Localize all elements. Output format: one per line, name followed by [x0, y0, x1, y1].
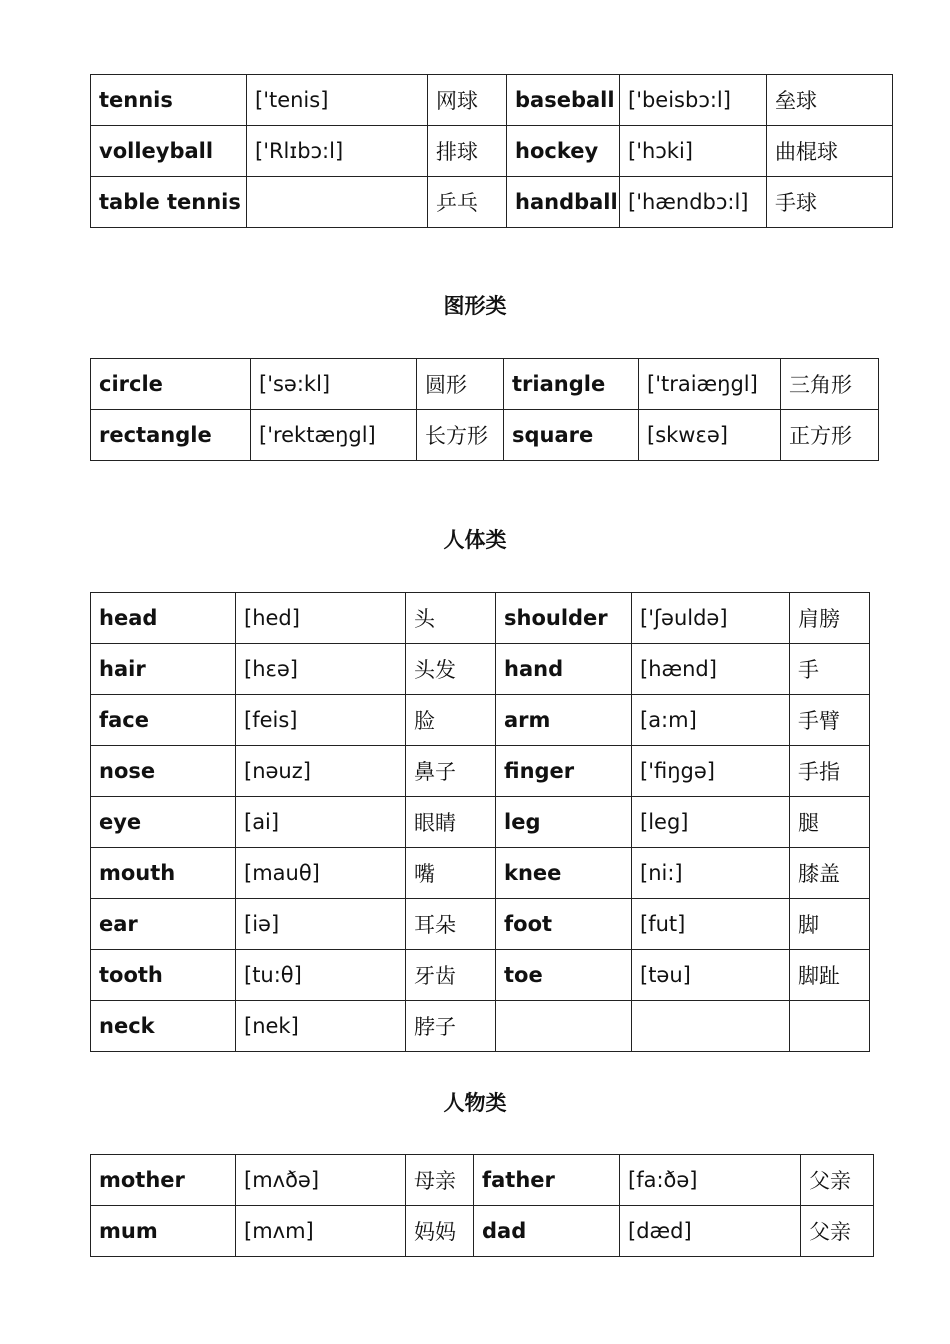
word-cell: hockey — [507, 126, 620, 177]
word-cell: eye — [91, 797, 236, 848]
chinese-cell: 父亲 — [801, 1155, 874, 1206]
phonetic-cell: [mʌðə] — [236, 1155, 406, 1206]
section-heading-body: 人体类 — [443, 528, 507, 552]
word-cell: tennis — [91, 75, 247, 126]
word-cell: mother — [91, 1155, 236, 1206]
phonetic-cell: [hεə] — [236, 644, 406, 695]
chinese-cell: 脚趾 — [790, 950, 870, 1001]
word-cell — [496, 1001, 632, 1052]
table-row — [91, 177, 893, 228]
chinese-cell: 网球 — [428, 75, 507, 126]
chinese-cell: 头发 — [406, 644, 496, 695]
chinese-cell: 头 — [406, 593, 496, 644]
word-cell: hair — [91, 644, 236, 695]
chinese-cell: 腿 — [790, 797, 870, 848]
phonetic-cell: ['beisbɔ:l] — [620, 75, 767, 126]
body-table — [90, 592, 870, 1052]
word-cell: square — [504, 410, 639, 461]
chinese-cell: 母亲 — [406, 1155, 474, 1206]
phonetic-cell: [nek] — [236, 1001, 406, 1052]
chinese-cell: 手指 — [790, 746, 870, 797]
phonetic-cell: [feis] — [236, 695, 406, 746]
chinese-cell: 脚 — [790, 899, 870, 950]
word-cell: mum — [91, 1206, 236, 1257]
phonetic-cell: [mʌm] — [236, 1206, 406, 1257]
word-cell: hand — [496, 644, 632, 695]
table-row — [91, 593, 870, 644]
table-row — [91, 410, 879, 461]
word-cell: volleyball — [91, 126, 247, 177]
word-cell: head — [91, 593, 236, 644]
phonetic-cell — [632, 1001, 790, 1052]
chinese-cell: 垒球 — [767, 75, 893, 126]
table-row — [91, 126, 893, 177]
table-row — [91, 359, 879, 410]
chinese-cell: 耳朵 — [406, 899, 496, 950]
phonetic-cell: ['tenis] — [247, 75, 428, 126]
phonetic-cell: [hænd] — [632, 644, 790, 695]
phonetic-cell: [ni:] — [632, 848, 790, 899]
sports-table — [90, 74, 893, 228]
phonetic-cell: [leg] — [632, 797, 790, 848]
phonetic-cell: [nəuz] — [236, 746, 406, 797]
word-cell: finger — [496, 746, 632, 797]
phonetic-cell: ['hændbɔ:l] — [620, 177, 767, 228]
chinese-cell: 三角形 — [781, 359, 879, 410]
chinese-cell: 正方形 — [781, 410, 879, 461]
chinese-cell: 排球 — [428, 126, 507, 177]
word-cell: table tennis — [91, 177, 247, 228]
word-cell: nose — [91, 746, 236, 797]
chinese-cell: 圆形 — [417, 359, 504, 410]
word-cell: father — [474, 1155, 620, 1206]
chinese-cell: 手球 — [767, 177, 893, 228]
section-heading-people: 人物类 — [443, 1091, 507, 1115]
table-row — [91, 695, 870, 746]
phonetic-cell: ['ʃəuldə] — [632, 593, 790, 644]
word-cell: ear — [91, 899, 236, 950]
word-cell: toe — [496, 950, 632, 1001]
word-cell: neck — [91, 1001, 236, 1052]
phonetic-cell: ['Rlɪbɔ:l] — [247, 126, 428, 177]
phonetic-cell: [dæd] — [620, 1206, 801, 1257]
table-row — [91, 950, 870, 1001]
people-table — [90, 1154, 874, 1257]
word-cell: mouth — [91, 848, 236, 899]
word-cell: knee — [496, 848, 632, 899]
chinese-cell: 牙齿 — [406, 950, 496, 1001]
table-row — [91, 1001, 870, 1052]
table-row — [91, 797, 870, 848]
chinese-cell: 妈妈 — [406, 1206, 474, 1257]
word-cell: face — [91, 695, 236, 746]
chinese-cell: 肩膀 — [790, 593, 870, 644]
phonetic-cell: [skwεə] — [639, 410, 781, 461]
chinese-cell: 曲棍球 — [767, 126, 893, 177]
chinese-cell: 脖子 — [406, 1001, 496, 1052]
table-row — [91, 75, 893, 126]
word-cell: arm — [496, 695, 632, 746]
word-cell: baseball — [507, 75, 620, 126]
phonetic-cell: [tu:θ] — [236, 950, 406, 1001]
shapes-table — [90, 358, 879, 461]
chinese-cell: 手臂 — [790, 695, 870, 746]
word-cell: tooth — [91, 950, 236, 1001]
word-cell: dad — [474, 1206, 620, 1257]
phonetic-cell: [a:m] — [632, 695, 790, 746]
phonetic-cell: [fa:ðə] — [620, 1155, 801, 1206]
phonetic-cell: [iə] — [236, 899, 406, 950]
chinese-cell: 手 — [790, 644, 870, 695]
chinese-cell: 乒乓 — [428, 177, 507, 228]
table-row — [91, 1155, 874, 1206]
word-cell: leg — [496, 797, 632, 848]
phonetic-cell: ['hɔki] — [620, 126, 767, 177]
word-cell: handball — [507, 177, 620, 228]
phonetic-cell: ['traiæŋgl] — [639, 359, 781, 410]
phonetic-cell: [mauθ] — [236, 848, 406, 899]
chinese-cell — [790, 1001, 870, 1052]
chinese-cell: 膝盖 — [790, 848, 870, 899]
word-cell: rectangle — [91, 410, 251, 461]
word-cell: shoulder — [496, 593, 632, 644]
chinese-cell: 长方形 — [417, 410, 504, 461]
table-row — [91, 848, 870, 899]
phonetic-cell: ['fiŋgə] — [632, 746, 790, 797]
phonetic-cell: [fut] — [632, 899, 790, 950]
table-row — [91, 644, 870, 695]
chinese-cell: 嘴 — [406, 848, 496, 899]
chinese-cell: 脸 — [406, 695, 496, 746]
word-cell: circle — [91, 359, 251, 410]
chinese-cell: 鼻子 — [406, 746, 496, 797]
word-cell: foot — [496, 899, 632, 950]
phonetic-cell — [247, 177, 428, 228]
phonetic-cell: [ai] — [236, 797, 406, 848]
section-heading-shapes: 图形类 — [443, 294, 507, 318]
table-row — [91, 1206, 874, 1257]
chinese-cell: 眼睛 — [406, 797, 496, 848]
phonetic-cell: [hed] — [236, 593, 406, 644]
phonetic-cell: [təu] — [632, 950, 790, 1001]
phonetic-cell: ['rektæŋgl] — [251, 410, 417, 461]
word-cell: triangle — [504, 359, 639, 410]
table-row — [91, 899, 870, 950]
phonetic-cell: ['sə:kl] — [251, 359, 417, 410]
table-row — [91, 746, 870, 797]
chinese-cell: 父亲 — [801, 1206, 874, 1257]
